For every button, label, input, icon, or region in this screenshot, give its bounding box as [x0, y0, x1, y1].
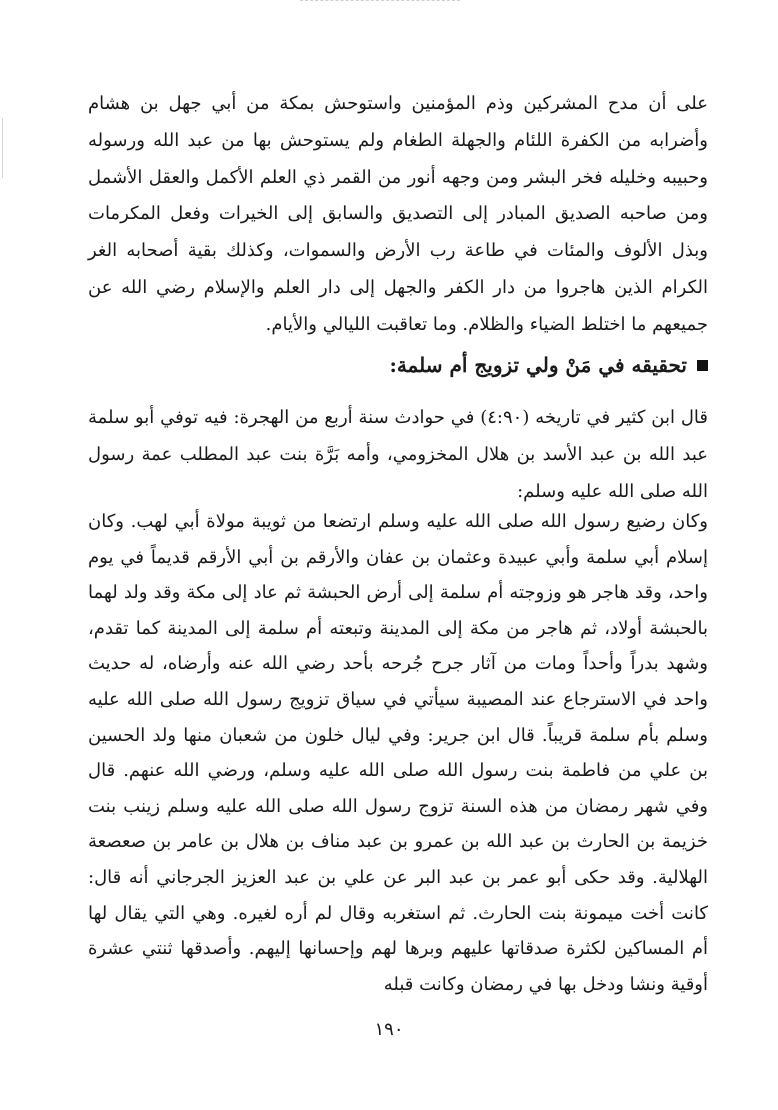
- section-heading-text: تحقيقه في مَنْ ولي تزويج أم سلمة:: [389, 353, 687, 377]
- details-paragraph: وكان رضيع رسول الله صلى الله عليه وسلم ارتضعا من ثويبة مولاة أبي لهب. وكان إسلام أبي سلمة وأبي عبيدة وعثمان بن عفان والأرقم بن أبي الأرقم قديماً في يوم واحد، وقد هاجر هو وزوجته أم سلمة إلى أرض الحبشة ثم عاد إلى مكة وقد ولد لهما بالحبشة أولاد، ثم هاجر من مكة إلى المدينة وتبعته أم سلمة إلى المدينة كما تقدم، وشهد بدراً وأحداً ومات من آثار جرح جُرحه بأحد رضي الله عنه وأرضاه، له حديث واحد في الاسترجاع عند المصيبة سيأتي في سياق تزويج رسول الله صلى الله عليه وسلم بأم سلمة قريباً. قال ابن جرير: وفي ليال خلون من شعبان منها ولد الحسين بن علي من فاطمة بنت رسول الله صلى الله عليه وسلم، ورضي الله عنهم. قال وفي شهر رمضان من هذه السنة تزوج رسول الله صلى الله عليه وسلم زينب بنت خزيمة بن الحارث بن عبد الله بن عمرو بن عبد مناف بن هلال بن عامر بن صعصعة الهلالية. وقد حكى أبو عمر بن عبد البر عن علي بن عبد العزيز الجرجاني أنه قال: كانت أخت ميمونة بنت الحارث. ثم استغربه وقال لم أره لغيره. وهي التي يقال لها أم المساكين لكثرة صدقاتها عليهم وبرها لهم وإحسانها إليهم. وأصدقها ثنتي عشرة أوقية ونشا ودخل بها في رمضان وكانت قبله: [88, 511, 708, 995]
- scan-top-mark: [300, 0, 460, 4]
- ibn-kathir-paragraph: قال ابن كثير في تاريخه (٤:٩٠) في حوادث سنة أربع من الهجرة: فيه توفي أبو سلمة عبد الله بن عبد الأسد بن هلال المخزومي، وأمه بَرَّة بنت عبد المطلب عمة رسول الله صلى الله عليه وسلم:: [88, 407, 708, 502]
- page-number: ١٩٠: [374, 1019, 404, 1040]
- intro-paragraph: على أن مدح المشركين وذم المؤمنين واستوحش بمكة من أبي جهل بن هشام وأضرابه من الكفرة اللئام والجهلة الطغام ولم يستوحش بها من عبد الله ورسوله وحبيبه وخليله فخر البشر ومن وجهه أنور من القمر ذي العلم الأكمل والعقل الأشمل ومن صاحبه الصديق المبادر إلى التصديق والسابق إلى الخيرات وفعل المكرمات وبذل الألوف والمئات في طاعة رب الأرض والسموات، وكذلك بقية أصحابه الغر الكرام الذين هاجروا من دار الكفر والجهل إلى دار العلم والإسلام رضي الله عن جميعهم ما اختلط الضياء والظلام. وما تعاقبت الليالي والأيام.: [88, 93, 708, 335]
- scan-edge-mark: [2, 118, 3, 178]
- section-heading: [88, 347, 708, 383]
- square-bullet-icon: [697, 360, 708, 371]
